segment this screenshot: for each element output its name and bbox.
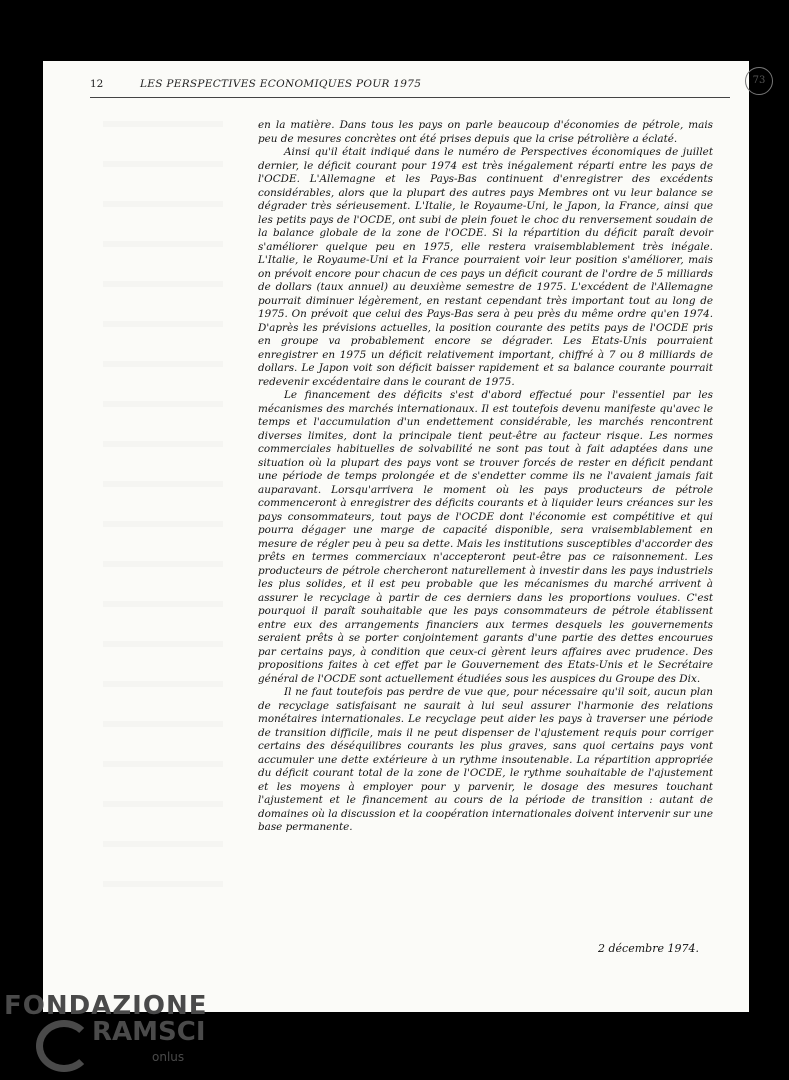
- watermark-gramsci: RAMSCI: [92, 1017, 206, 1047]
- paragraph: en la matière. Dans tous les pays on parle beaucoup d'économies de pétrole, mais peu de mesures concrètes ont été prises depuis que la crise pétrolière a éclaté.: [258, 119, 713, 145]
- paragraph: Le financement des déficits s'est d'abord effectué pour l'essentiel par les mécanismes des marchés internationaux. Il est toutefois devenu manifeste qu'avec le temps et l'accumulation d'un endettement considérable, les marchés rencontrent diverses limites, dont la principale tient peut-être au facteur risque. Les normes commerciales habituelles de solvabilité ne sont pas tout à fait adaptées dans une situation où la plupart des pays vont se trouver forcés de rester en déficit pendant une période de temps prolongée et de s'endetter comme ils ne l'avaient jamais fait auparavant. Lorsqu'arrivera le moment où les pays producteurs de pétrole commenceront à enregistrer des déficits courants et à liquider leurs créances sur les pays consommateurs, tout pays de l'OCDE dont l'économie est compétitive et qui pourra dégager une marge de capacité disponible, sera vraisemblablement en mesure de régler peu à peu sa dette. Mais les institutions susceptibles d'accorder des prêts en termes commerciaux n'accepteront peut-être pas ce raisonnement. Les producteurs de pétrole chercheront naturellement à investir dans les pays industriels les plus solides, et il est peu probable que les mécanismes du marché arrivent à assurer le recyclage à partir de ces derniers dans les proportions voulues. C'est pourquoi il paraît souhaitable que les pays consommateurs de pétrole établissent entre eux des arrangements financiers aux termes desquels les gouvernements seraient prêts à se porter conjointement garants d'une partie des dettes encourues par certains pays, à condition que ceux-ci gèrent leurs affaires avec prudence. Des propositions faites à cet effet par le Gouvernement des Etats-Unis et le Secrétaire général de l'OCDE sont actuellement étudiées sous les auspices du Groupe des Dix.: [258, 389, 713, 685]
- page-header: [90, 73, 766, 98]
- paragraph: Il ne faut toutefois pas perdre de vue que, pour nécessaire qu'il soit, aucun plan de recyclage satisfaisant ne saurait à lui seul assurer l'harmonie des relations monétaires internationales. Le recyclage peut aider les pays à traverser une période de transition difficile, mais il ne peut dispenser de l'ajustement requis pour corriger certains des déséquilibres courants les plus graves, sans quoi certains pays vont accumuler une dette extérieure à un rythme insoutenable. La répartition appropriée du déficit courant total de la zone de l'OCDE, le rythme souhaitable de l'ajustement et les moyens à employer pour y parvenir, le dosage des mesures touchant l'ajustement et le financement au cours de la période de transition : autant de domaines où la discussion et la coopération internationales doivent intervenir sur une base permanente.: [258, 686, 713, 833]
- margin-bleed-through: [103, 121, 223, 921]
- document-date: 2 décembre 1974.: [598, 942, 699, 955]
- running-title: LES PERSPECTIVES ECONOMIQUES POUR 1975: [140, 78, 422, 90]
- watermark-onlus: onlus: [152, 1050, 185, 1064]
- watermark-fondazione: FONDAZIONE: [4, 991, 208, 1021]
- document-page: [43, 61, 766, 1012]
- watermark-g-logo-icon: [36, 1020, 92, 1072]
- page-number: 12: [90, 78, 104, 90]
- paragraph: Ainsi qu'il était indiqué dans le numéro de Perspectives économiques de juillet dernier, le déficit courant pour 1974 est très inégalement réparti entre les pays de l'OCDE. L'Allemagne et les Pays-Bas continuent d'enregistrer des excédents considérables, alors que la plupart des autres pays Membres ont vu leur balance se dégrader très sérieusement. L'Italie, le Royaume-Uni, le Japon, la France, ainsi que les petits pays de l'OCDE, ont subi de plein fouet le choc du renversement soudain de la balance globale de la zone de l'OCDE. Si la répartition du déficit paraît devoir s'améliorer quelque peu en 1975, elle restera vraisemblablement très inégale. L'Italie, le Royaume-Uni et la France pourraient voir leur position s'améliorer, mais on prévoit encore pour chacun de ces pays un déficit courant de l'ordre de 5 milliards de dollars (taux annuel) au deuxième semestre de 1975. L'excédent de l'Allemagne pourrait diminuer légèrement, en restant cependant très important tout au long de 1975. On prévoit que celui des Pays-Bas sera à peu près du même ordre qu'en 1974. D'après les prévisions actuelles, la position courante des petits pays de l'OCDE pris en groupe va probablement encore se dégrader. Les Etats-Unis pourraient enregistrer en 1975 un déficit relativement important, chiffré à 7 ou 8 milliards de dollars. Le Japon voit son déficit baisser rapidement et sa balance courante pourrait redevenir excédentaire dans le courant de 1975.: [258, 146, 713, 388]
- body-text: [258, 119, 713, 835]
- handwritten-page-mark: 73: [745, 67, 773, 95]
